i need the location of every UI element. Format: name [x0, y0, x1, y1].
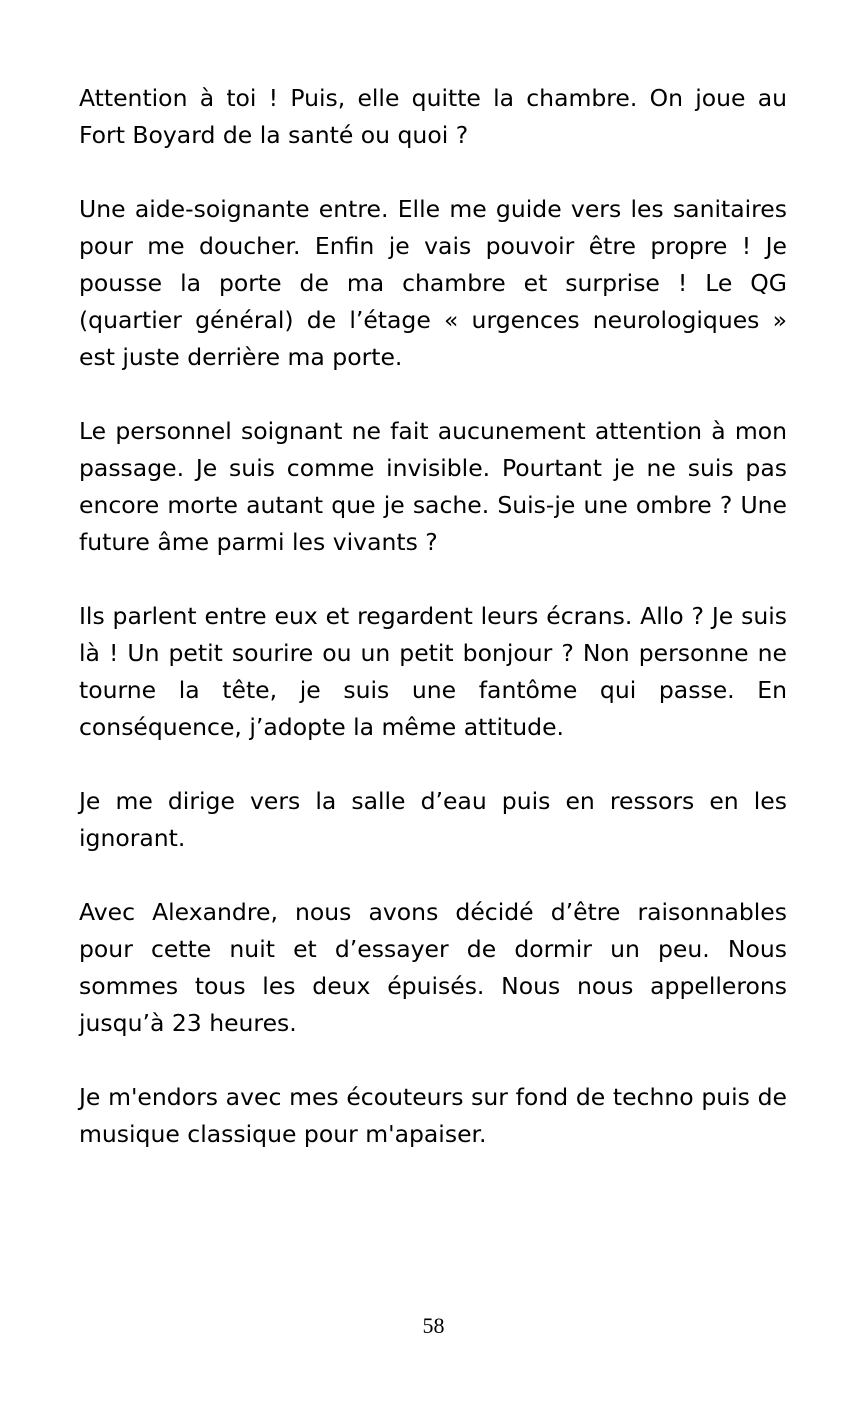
page-body-text: [79, 80, 787, 1190]
paragraph: Une aide-soignante entre. Elle me guide vers les sanitaires pour me doucher. Enfin je vais pouvoir être propre ! Je pousse la porte de ma chambre et surprise ! Le QG (quartier général) de l’étage « urgences neurologiques » est juste derrière ma porte.: [79, 195, 787, 371]
page-number: 58: [422, 1313, 445, 1338]
paragraph: Je me dirige vers la salle d’eau puis en ressors en les ignorant.: [79, 787, 787, 852]
paragraph: Attention à toi ! Puis, elle quitte la chambre. On joue au Fort Boyard de la santé ou quoi ?: [79, 84, 787, 149]
paragraph: Je m'endors avec mes écouteurs sur fond de techno puis de musique classique pour m'apaiser.: [79, 1083, 787, 1148]
paragraph: Ils parlent entre eux et regardent leurs écrans. Allo ? Je suis là ! Un petit sourire ou un petit bonjour ? Non personne ne tourne la tête, je suis une fantôme qui passe. En conséquence, j’adopte la même attitude.: [79, 602, 787, 741]
paragraph: Le personnel soignant ne fait aucunement attention à mon passage. Je suis comme invisible. Pourtant je ne suis pas encore morte autant que je sache. Suis-je une ombre ? Une future âme parmi les vivants ?: [79, 417, 787, 556]
paragraph: Avec Alexandre, nous avons décidé d’être raisonnables pour cette nuit et d’essayer de dormir un peu. Nous sommes tous les deux épuisés. Nous nous appellerons jusqu’à 23 heures.: [79, 898, 787, 1037]
